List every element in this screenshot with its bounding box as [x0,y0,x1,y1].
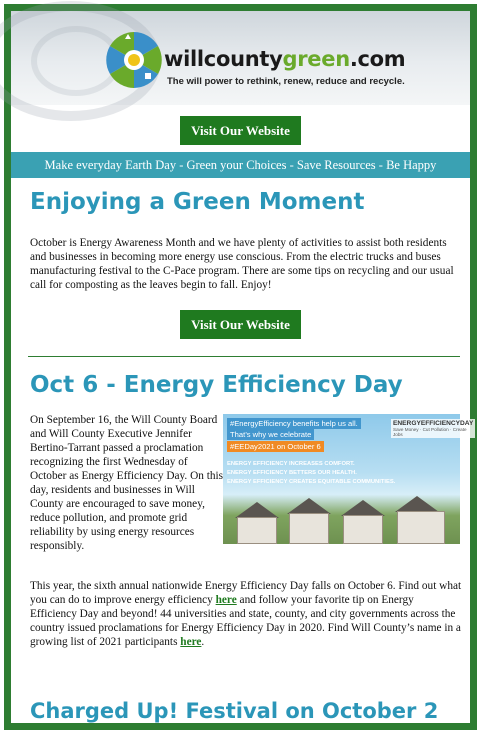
energy-efficiency-day-logo [391,419,475,438]
visit-website-button-bottom[interactable]: Visit Our Website [180,310,301,339]
energy-tips-link[interactable]: here [215,594,237,606]
logo-part-com: .com [349,47,406,71]
house-roof-graphic [341,500,385,516]
newsletter-frame [4,4,477,730]
section-divider [28,356,460,357]
house-roof-graphic [287,498,331,514]
details-text-part-1: This year, the sixth annual nationwide Energy Efficiency Day falls on October 6. Find out what you can do to improve energy efficiency [30,580,462,606]
section-title-green-moment: Enjoying a Green Moment [30,189,365,215]
promo-benefit-list [227,460,395,487]
house-graphic [289,513,329,544]
house-roof-graphic [395,496,439,512]
promo-line-2: That’s why we celebrate [227,429,314,440]
house-graphic [237,517,277,544]
section-intro-paragraph: October is Energy Awareness Month and we have plenty of activities to assist both residents and businesses in becoming more energy use conscious. From the electric trucks and buses manufacturing festival to the C-Pace program. There are some tips on recycling and our usual call for composting as the leaves begin to fall. Enjoy! [30,237,454,291]
promo-benefit-item: ENERGY EFFICIENCY INCREASES COMFORT. [227,461,355,467]
energy-efficiency-day-promo-image [223,414,474,544]
promo-line-1: #EnergyEfficiency benefits help us all. [227,418,361,429]
section-title-energy-efficiency-day: Oct 6 - Energy Efficiency Day [30,372,403,398]
earth-day-banner: Make everyday Earth Day - Green your Choices - Save Resources - Be Happy [11,152,470,178]
details-text-part-2: and follow your favorite tip on Energy Efficiency Day and beyond! 44 universities and state, county, and city governments across the country issued proclamations for Energy Efficiency Day in 2020. Find Will County’s name in a growing list of 2021 participants [30,594,461,648]
details-text-end: . [201,636,205,648]
promo-brand-name: ENERGYEFFICIENCYDAY [393,420,474,427]
logo-tagline: The will power to rethink, renew, reduce and recycle. [167,76,405,87]
house-roof-graphic [235,502,279,518]
promo-hashtag-date: #EEDay2021 on October 6 [227,441,324,452]
energy-day-intro-text: On September 16, the Will County Board and Will County Executive Jennifer Bertino-Tarrant passed a proclamation recognizing the first Wednesday of October as Energy Efficiency Day. On this day, residents and businesses in Will County are encouraged to save money, reduce pollution, and promote grid reliability by using energy resources responsibly. [30,414,224,552]
site-logo-text [164,47,405,71]
promo-brand-subline: Save Money · Cut Pollution · Create Jobs [393,427,467,437]
logo-part-county: county [203,47,283,71]
header-banner [11,11,470,105]
logo-part-will: will [164,47,204,71]
participants-list-link[interactable]: here [180,636,202,648]
green-energy-logo-icon [103,29,165,91]
logo-part-green: green [282,47,350,71]
energy-day-details-paragraph [30,579,462,649]
section-title-charged-up-festival: Charged Up! Festival on October 2 [30,699,439,723]
house-graphic [343,515,383,544]
promo-benefit-item: ENERGY EFFICIENCY CREATES EQUITABLE COMMUNITIES. [227,479,396,485]
house-graphic [397,511,445,544]
promo-benefit-item: ENERGY EFFICIENCY BETTERS OUR HEALTH. [227,470,357,476]
visit-website-button-top[interactable]: Visit Our Website [180,116,301,145]
